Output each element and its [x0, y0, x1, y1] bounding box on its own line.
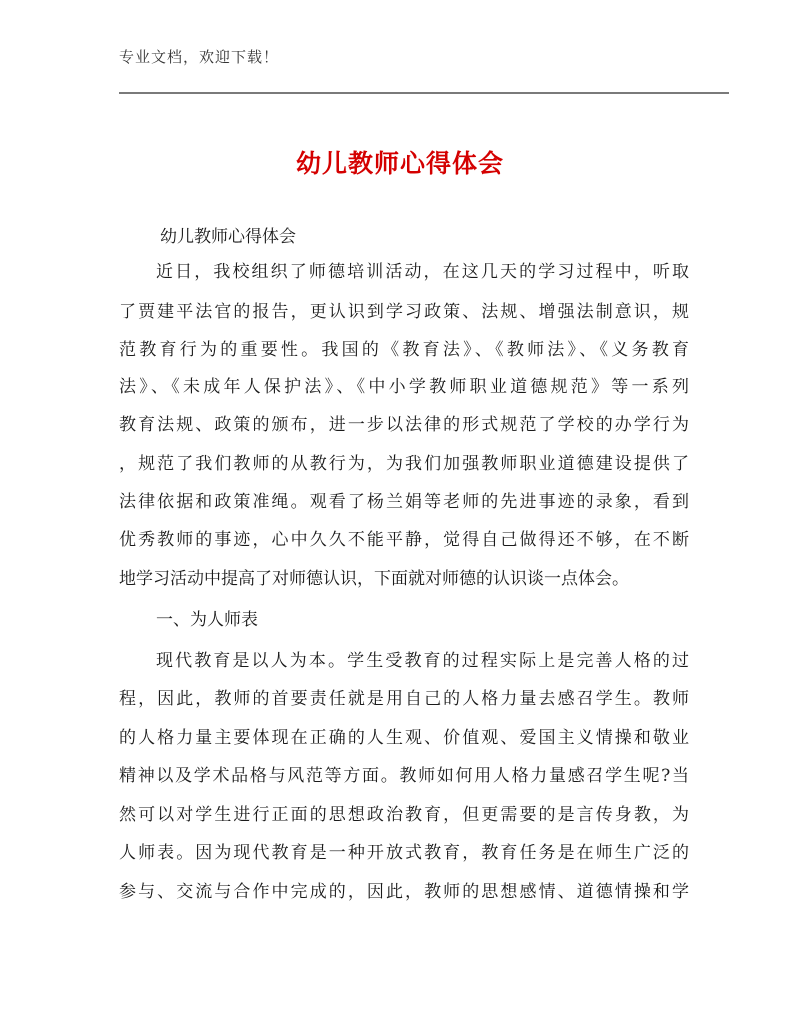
document-subtitle: 幼儿教师心得体会	[160, 227, 296, 247]
body-line: 参与、交流与合作中完成的，因此，教师的思想感情、道德情操和学	[119, 882, 689, 902]
document-title: 幼儿教师心得体会	[295, 149, 504, 178]
header-divider	[119, 92, 729, 94]
body-line: 近日，我校组织了师德培训活动，在这几天的学习过程中，听取	[156, 262, 689, 282]
body-line: 教育法规、政策的颁布，进一步以法律的形式规范了学校的办学行为	[119, 415, 689, 435]
page-header-text: 专业文档，欢迎下载！	[119, 48, 280, 66]
body-line: 了贾建平法官的报告，更认识到学习政策、法规、增强法制意识，规	[119, 302, 689, 322]
body-line: 精神以及学术品格与风范等方面。教师如何用人格力量感召学生呢?当	[119, 766, 689, 786]
body-line: 人师表。因为现代教育是一种开放式教育，教育任务是在师生广泛的	[119, 843, 689, 863]
body-line: ，规范了我们教师的从教行为，为我们加强教师职业道德建设提供了	[119, 454, 689, 474]
body-line: 法》、《未成年人保护法》、《中小学教师职业道德规范》等一系列	[119, 377, 689, 397]
body-line: 优秀教师的事迹，心中久久不能平静，觉得自己做得还不够，在不断	[119, 530, 689, 550]
body-line: 范教育行为的重要性。我国的《教育法》、《教师法》、《义务教育	[119, 340, 689, 360]
body-line: 法律依据和政策准绳。观看了杨兰娟等老师的先进事迹的录象，看到	[119, 492, 689, 512]
body-line: 然可以对学生进行正面的思想政治教育，但更需要的是言传身教，为	[119, 805, 689, 825]
body-line: 地学习活动中提高了对师德认识，下面就对师德的认识谈一点体会。	[119, 569, 629, 589]
body-line: 程，因此，教师的首要责任就是用自己的人格力量去感召学生。教师	[119, 689, 689, 709]
body-line: 的人格力量主要体现在正确的人生观、价值观、爱国主义情操和敬业	[119, 728, 689, 748]
body-line: 现代教育是以人为本。学生受教育的过程实际上是完善人格的过	[156, 651, 689, 671]
section-heading: 一、为人师表	[156, 610, 258, 630]
